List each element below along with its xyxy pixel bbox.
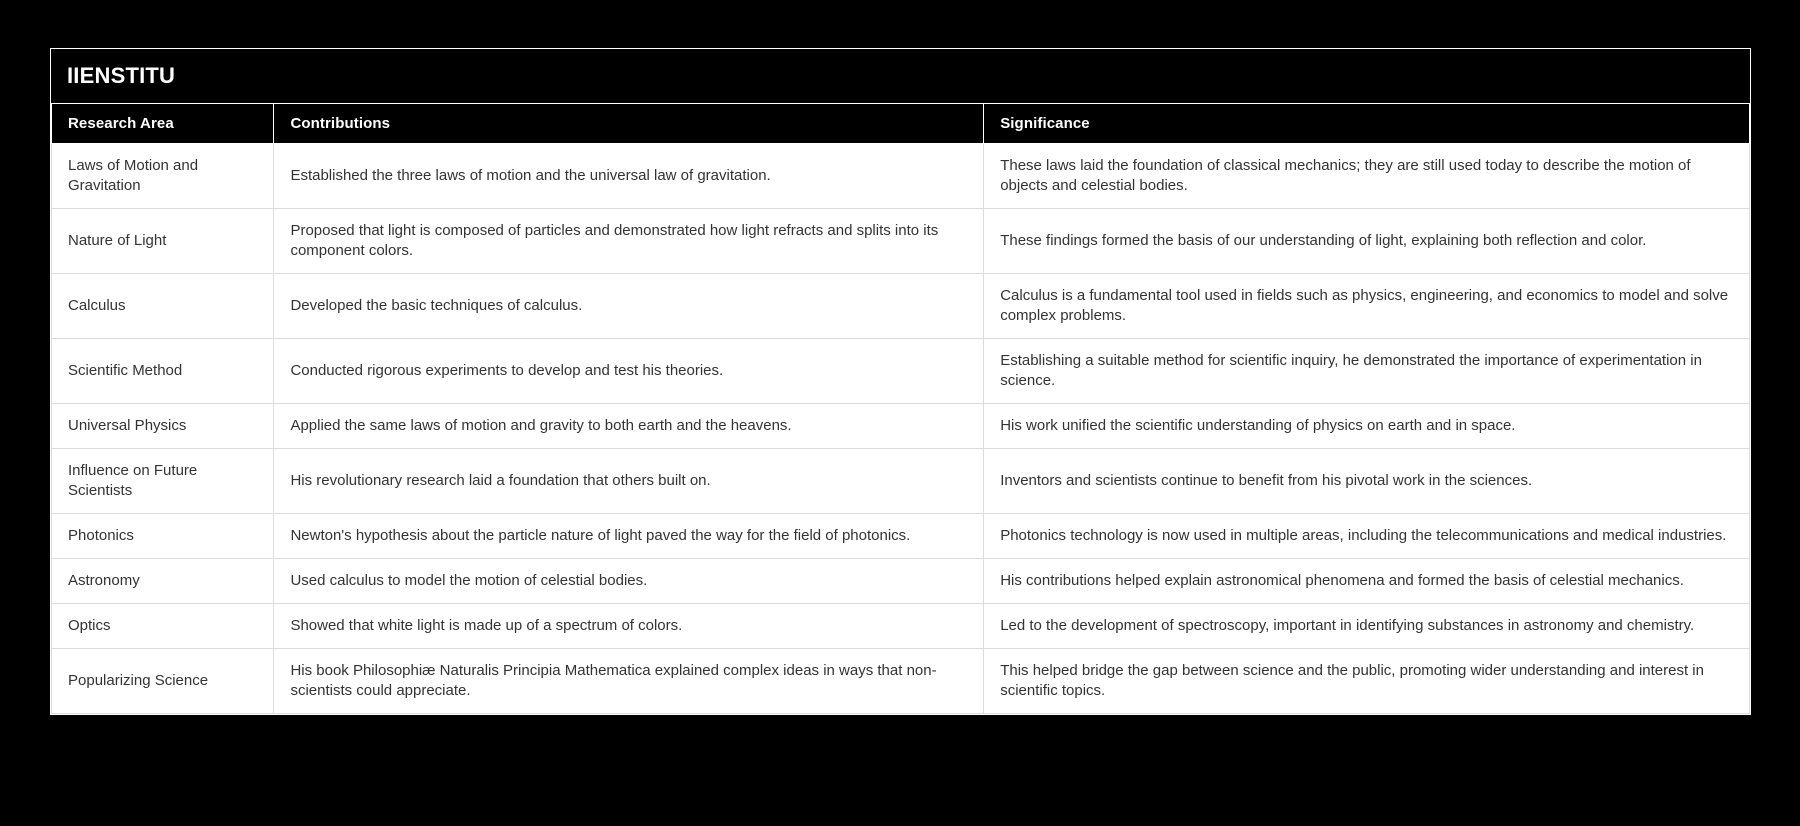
table-row [52,649,1750,714]
cell-contributions: Used calculus to model the motion of celestial bodies. [274,559,984,604]
cell-research-area: Calculus [52,274,274,339]
cell-significance: Calculus is a fundamental tool used in fields such as physics, engineering, and economics to model and solve complex problems. [984,274,1750,339]
table-row [52,514,1750,559]
cell-research-area: Photonics [52,514,274,559]
cell-contributions: Proposed that light is composed of particles and demonstrated how light refracts and splits into its component colors. [274,209,984,274]
cell-contributions: Developed the basic techniques of calculus. [274,274,984,339]
cell-significance: These laws laid the foundation of classical mechanics; they are still used today to describe the motion of objects and celestial bodies. [984,144,1750,209]
cell-research-area: Astronomy [52,559,274,604]
table-row [52,404,1750,449]
table-row [52,144,1750,209]
table-row [52,449,1750,514]
cell-significance: These findings formed the basis of our understanding of light, explaining both reflection and color. [984,209,1750,274]
cell-contributions: Established the three laws of motion and the universal law of gravitation. [274,144,984,209]
cell-significance: Inventors and scientists continue to benefit from his pivotal work in the sciences. [984,449,1750,514]
research-table [51,103,1750,714]
cell-research-area: Scientific Method [52,339,274,404]
cell-significance: Photonics technology is now used in multiple areas, including the telecommunications and medical industries. [984,514,1750,559]
table-header-row [52,104,1750,144]
cell-research-area: Popularizing Science [52,649,274,714]
cell-research-area: Laws of Motion and Gravitation [52,144,274,209]
table-row [52,274,1750,339]
cell-contributions: Conducted rigorous experiments to develop and test his theories. [274,339,984,404]
column-header-contributions: Contributions [274,104,984,144]
cell-research-area: Universal Physics [52,404,274,449]
cell-significance: His contributions helped explain astronomical phenomena and formed the basis of celestial mechanics. [984,559,1750,604]
cell-research-area: Nature of Light [52,209,274,274]
cell-significance: His work unified the scientific understanding of physics on earth and in space. [984,404,1750,449]
column-header-research-area: Research Area [52,104,274,144]
cell-contributions: His book Philosophiæ Naturalis Principia Mathematica explained complex ideas in ways that non-scientists could appreciate. [274,649,984,714]
cell-research-area: Influence on Future Scientists [52,449,274,514]
column-header-significance: Significance [984,104,1750,144]
cell-significance: Establishing a suitable method for scientific inquiry, he demonstrated the importance of experimentation in science. [984,339,1750,404]
cell-significance: Led to the development of spectroscopy, important in identifying substances in astronomy and chemistry. [984,604,1750,649]
cell-contributions: Applied the same laws of motion and gravity to both earth and the heavens. [274,404,984,449]
table-row [52,604,1750,649]
cell-contributions: His revolutionary research laid a foundation that others built on. [274,449,984,514]
cell-contributions: Newton's hypothesis about the particle nature of light paved the way for the field of photonics. [274,514,984,559]
content-panel [50,48,1751,715]
table-row [52,209,1750,274]
page-title: IIENSTITU [67,63,176,88]
table-row [52,559,1750,604]
cell-contributions: Showed that white light is made up of a spectrum of colors. [274,604,984,649]
cell-research-area: Optics [52,604,274,649]
cell-significance: This helped bridge the gap between science and the public, promoting wider understanding and interest in scientific topics. [984,649,1750,714]
table-row [52,339,1750,404]
